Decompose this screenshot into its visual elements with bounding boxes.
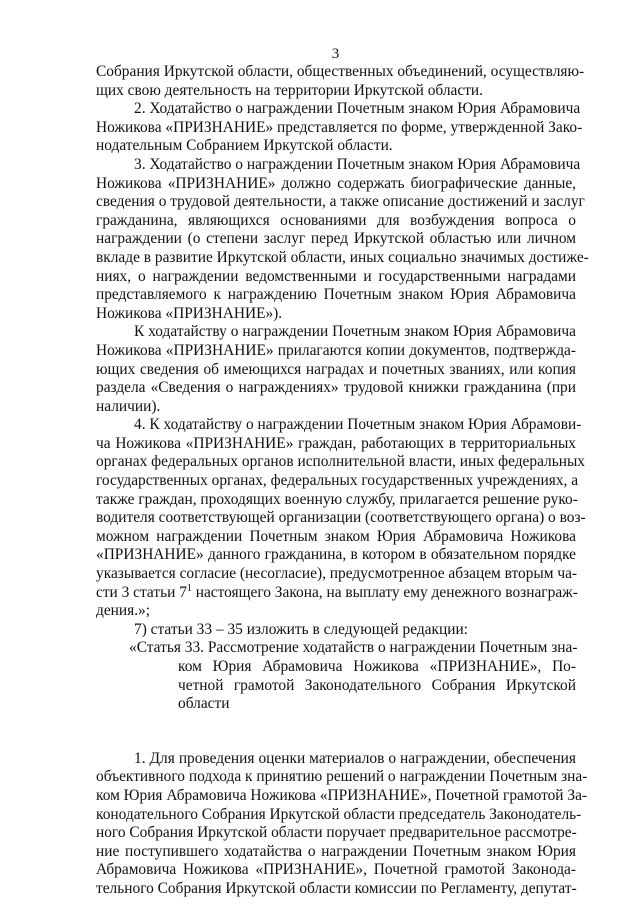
text-line: дения.»; [96, 602, 151, 620]
spacer [96, 714, 576, 750]
text-line: указывается согласие (несогласие), предусмотренное абзацем вторым ча- [96, 565, 578, 583]
text-line: «ПРИЗНАНИЕ» данного гражданина, в котором в обязательном порядке [96, 546, 576, 564]
text-line: гражданина, являющихся основаниями для возбуждения вопроса о [96, 211, 576, 229]
text-line: 4. К ходатайству о награждении Почетным знаком Юрия Абрамови- [134, 416, 582, 434]
paragraph-item-7 [96, 621, 576, 640]
text-line [96, 584, 576, 603]
text-line: щих свою деятельность на территории Иркутской области. [96, 81, 484, 99]
text-line: также граждан, проходящих военную службу, прилагается решение руко- [96, 490, 578, 508]
text-line: сведения о трудовой деятельности, а также описание достижений и заслуг [96, 193, 585, 211]
text-line: тельного Собрания Иркутской области комиссии по Регламенту, депутат- [96, 879, 577, 897]
text-line: 7) статьи 33 – 35 изложить в следующей редакции: [134, 620, 468, 638]
paragraph-item-3 [96, 155, 589, 323]
text-line: органах федеральных органов исполнительной власти, иных федеральных [96, 453, 586, 471]
text-line: ного Собрания Иркутской области поручает предварительное рассмотре- [96, 824, 577, 842]
text-line: можном награждении Почетным знаком Юрия Абрамовича Ножикова [96, 527, 576, 545]
text-line: Ножикова «ПРИЗНАНИЕ» должно содержать биографические данные, [96, 174, 576, 192]
text-line: Ножикова «ПРИЗНАНИЕ» представляется по форме, утвержденной Зако- [96, 118, 583, 136]
superscript: 1 [186, 582, 192, 594]
text-fragment: настоящего Закона, на выплату ему денежного вознаграж- [191, 583, 578, 601]
paragraph-item-4 [96, 416, 586, 621]
article-33-heading [96, 639, 576, 713]
text-line: представляемого к награждению Почетным знаком Юрия Абрамовича [96, 286, 576, 304]
text-line: объективного подхода к принятию решений о награждении Почетным зна- [96, 768, 588, 786]
page-number: 3 [331, 46, 340, 62]
paragraph-item-3-attachments [96, 323, 576, 416]
text-line: Ножикова «ПРИЗНАНИЕ» прилагаются копии документов, подтвержда- [96, 341, 576, 359]
text-line: 1. Для проведения оценки материалов о награждении, обеспечения [134, 749, 576, 767]
text-line: ча Ножикова «ПРИЗНАНИЕ» граждан, работающих в территориальных [96, 434, 576, 452]
text-line: нодательным Собранием Иркутской области. [96, 137, 393, 155]
text-line: 3. Ходатайство о награждении Почетным знаком Юрия Абрамовича [134, 155, 581, 173]
text-line: Абрамовича Ножикова «ПРИЗНАНИЕ», Почетной грамотой Законода- [96, 861, 576, 879]
text-line: раздела «Сведения о награждениях» трудовой книжки гражданина (при [96, 379, 576, 397]
paragraph-item-2 [96, 100, 583, 156]
heading-line: ком Юрия Абрамовича Ножикова «ПРИЗНАНИЕ», По- [178, 658, 576, 675]
text-line: ниях, о награждении ведомственными и государственными наградами [96, 267, 576, 285]
text-line: ние поступившего ходатайства о награждении Почетным знаком Юрия [96, 842, 576, 860]
text-line: государственных органах, федеральных государственных учреждениях, а [96, 472, 579, 490]
text-line: Собрания Иркутской области, общественных объединений, осуществляю- [96, 63, 585, 80]
text-line: Ножикова «ПРИЗНАНИЕ»). [96, 304, 283, 322]
heading-line: области [178, 695, 230, 713]
paragraph-intro [96, 63, 585, 100]
document-body [96, 63, 589, 899]
text-line: водителя соответствующей организации (соответствующего органа) о воз- [96, 509, 586, 527]
text-line: награждении (о степени заслуг перед Иркутской областью или личном [96, 230, 576, 248]
text-line: 2. Ходатайство о награждении Почетным знаком Юрия Абрамовича [134, 100, 581, 118]
heading-line: четной грамотой Законодательного Собрания Иркутской [178, 676, 576, 694]
text-line: ком Юрия Абрамовича Ножикова «ПРИЗНАНИЕ», Почетной грамотой За- [96, 786, 588, 804]
text-line: наличии). [96, 397, 161, 415]
text-line: К ходатайству о награждении Почетным знаком Юрия Абрамовича [134, 323, 576, 341]
text-fragment: сти 3 статьи 7 [96, 583, 187, 601]
text-line: ющих сведения об имеющихся наградах и почетных званиях, или копия [96, 360, 576, 378]
heading-line: «Статья 33. Рассмотрение ходатайств о награждении Почетным зна- [129, 639, 578, 657]
text-line: конодательного Собрания Иркутской области председатель Законодатель- [96, 805, 582, 823]
text-line: вкладе в развитие Иркутской области, иных социально значимых достиже- [96, 248, 589, 266]
paragraph-article-33-item-1 [96, 749, 588, 899]
